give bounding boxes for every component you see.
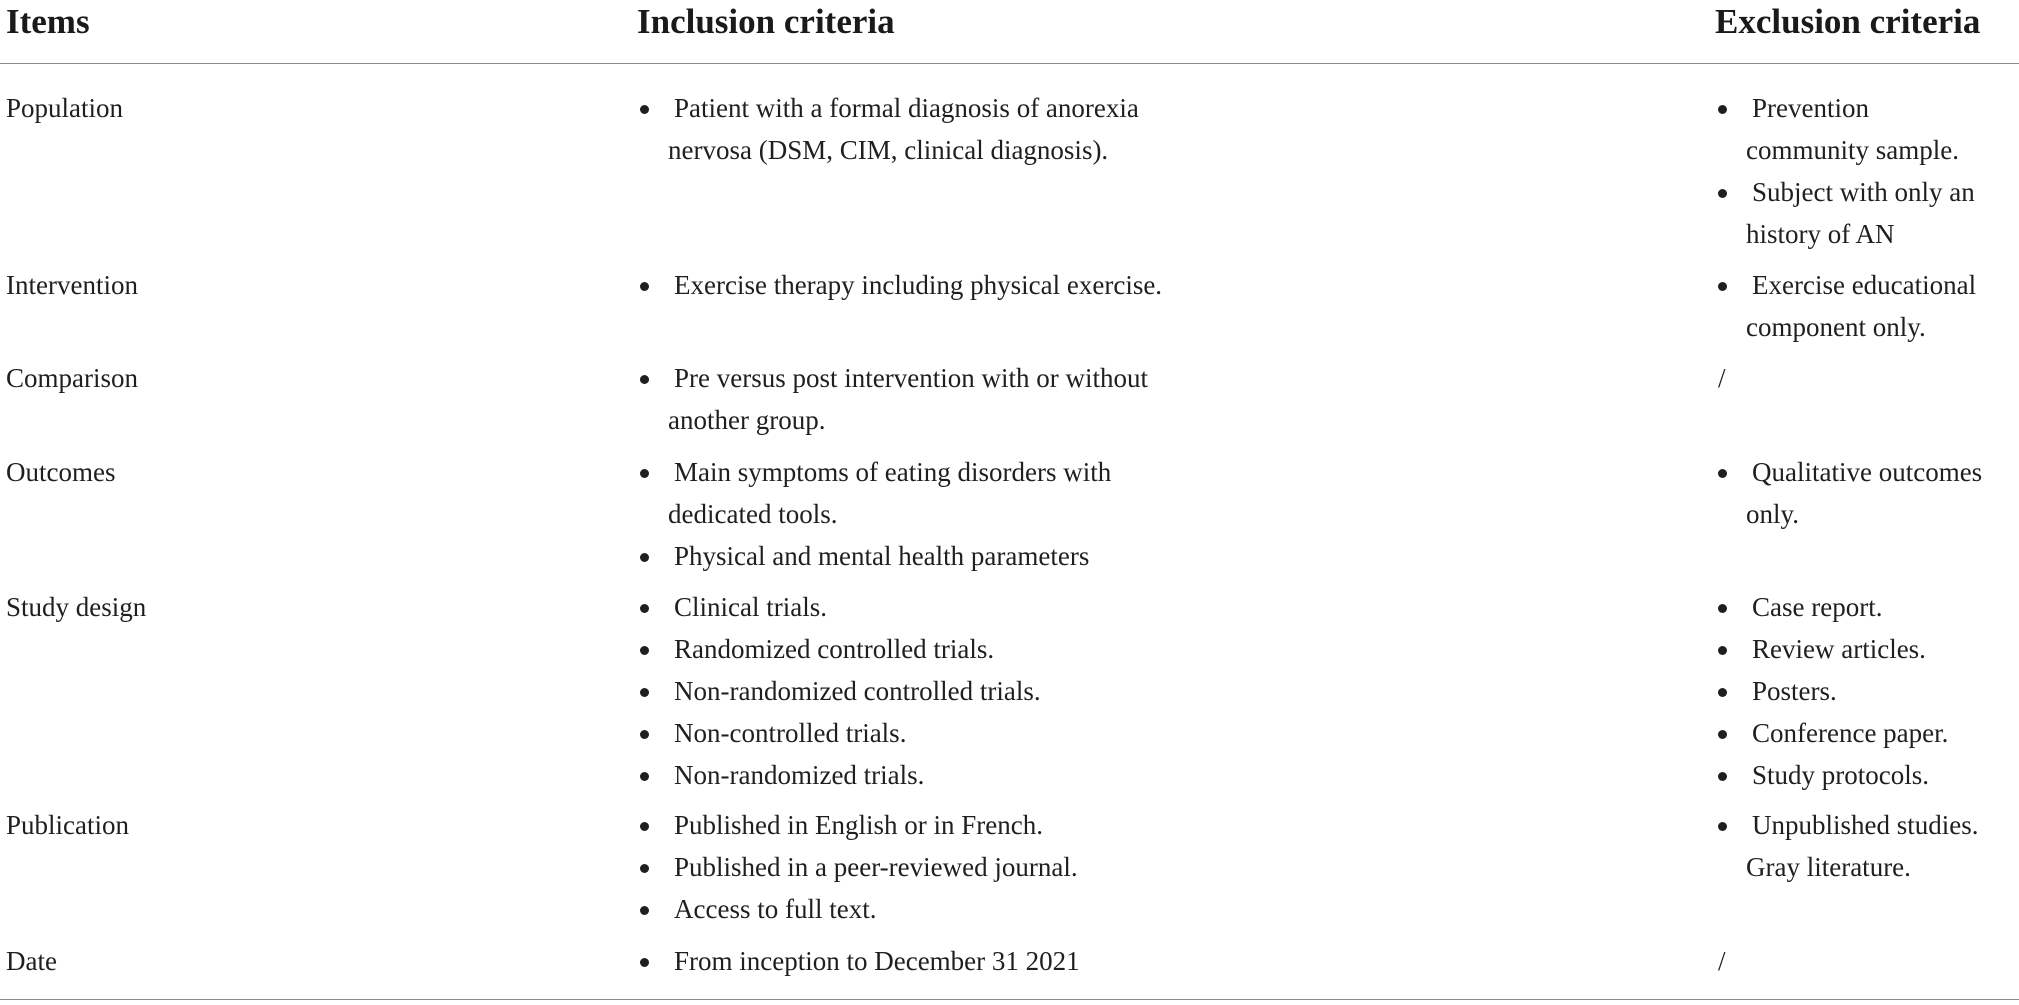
- exclusion-cell: [1715, 451, 2015, 535]
- list-item: [1715, 171, 2015, 255]
- row-label: Intervention: [6, 270, 138, 300]
- bullet-text: Exercise educational: [1752, 270, 1977, 300]
- row-label: Publication: [6, 810, 129, 840]
- list-item: [637, 888, 1237, 930]
- bullet-text-continuation: community sample.: [1746, 135, 1959, 165]
- bullet-text: Main symptoms of eating disorders with: [674, 457, 1112, 487]
- bullet-text: Study protocols.: [1752, 760, 1930, 790]
- header-exclusion-criteria: Exclusion criteria: [1715, 2, 1981, 41]
- bullet-text-continuation: component only.: [1746, 312, 1926, 342]
- inclusion-cell: [637, 264, 1237, 306]
- list-item: [637, 712, 1237, 754]
- list-item: [637, 451, 1237, 535]
- table-bottom-rule: [0, 999, 2019, 1000]
- bullet-text: Randomized controlled trials.: [674, 634, 995, 664]
- list-item: [637, 628, 1237, 670]
- inclusion-cell: [637, 357, 1237, 441]
- list-item: [637, 754, 1237, 796]
- bullet-text: Conference paper.: [1752, 718, 1949, 748]
- bullet-text: Non-randomized trials.: [674, 760, 925, 790]
- row-label: Comparison: [6, 363, 138, 393]
- exclusion-cell: [1715, 586, 2015, 796]
- list-item: [1715, 87, 2015, 171]
- bullet-text: Exercise therapy including physical exercise.: [674, 270, 1163, 300]
- bullet-text: Subject with only an: [1752, 177, 1975, 207]
- table-header: [0, 0, 2019, 64]
- inclusion-cell: [637, 804, 1237, 930]
- bullet-text: Clinical trials.: [674, 592, 827, 622]
- row-label: Population: [6, 93, 124, 123]
- bullet-text: Published in English or in French.: [674, 810, 1043, 840]
- bullet-text: Access to full text.: [674, 894, 877, 924]
- row-label: Study design: [6, 592, 147, 622]
- list-item: [637, 804, 1237, 846]
- bullet-text: Published in a peer-reviewed journal.: [674, 852, 1078, 882]
- exclusion-cell: [1715, 357, 2015, 399]
- bullet-text-continuation: only.: [1746, 499, 1799, 529]
- list-item: [1715, 804, 2015, 888]
- bullet-text-continuation: dedicated tools.: [668, 499, 838, 529]
- list-item: [1715, 712, 2015, 754]
- bullet-text: Qualitative outcomes: [1752, 457, 1983, 487]
- exclusion-empty-marker: /: [1718, 363, 1726, 393]
- bullet-text: Review articles.: [1752, 634, 1926, 664]
- exclusion-empty-marker: /: [1718, 946, 1726, 976]
- header-inclusion-criteria: Inclusion criteria: [637, 2, 895, 41]
- bullet-text: Non-randomized controlled trials.: [674, 676, 1041, 706]
- inclusion-cell: [637, 87, 1237, 171]
- list-item: [637, 535, 1237, 577]
- bullet-text: Case report.: [1752, 592, 1883, 622]
- bullet-text: From inception to December 31 2021: [674, 946, 1080, 976]
- list-item: [637, 586, 1237, 628]
- inclusion-cell: [637, 451, 1237, 577]
- bullet-text: Patient with a formal diagnosis of anorexia: [674, 93, 1139, 123]
- row-label: Date: [6, 946, 57, 976]
- row-label: Outcomes: [6, 457, 116, 487]
- bullet-text: Posters.: [1752, 676, 1837, 706]
- list-item: [637, 670, 1237, 712]
- header-items: Items: [6, 2, 90, 41]
- bullet-text: Pre versus post intervention with or without: [674, 363, 1148, 393]
- list-item: [1715, 264, 2015, 348]
- list-item: [637, 87, 1237, 171]
- inclusion-cell: [637, 940, 1237, 982]
- list-item: [637, 846, 1237, 888]
- list-item: [1715, 670, 2015, 712]
- bullet-text-continuation: Gray literature.: [1746, 852, 1911, 882]
- bullet-text-continuation: nervosa (DSM, CIM, clinical diagnosis).: [668, 135, 1109, 165]
- bullet-text: Non-controlled trials.: [674, 718, 907, 748]
- bullet-text: Prevention: [1752, 93, 1869, 123]
- inclusion-cell: [637, 586, 1237, 796]
- list-item: [1715, 754, 2015, 796]
- exclusion-cell: [1715, 804, 2015, 888]
- list-item: [1715, 628, 2015, 670]
- bullet-text-continuation: history of AN: [1746, 219, 1895, 249]
- exclusion-cell: [1715, 940, 2015, 982]
- list-item: [1715, 451, 2015, 535]
- list-item: [637, 264, 1237, 306]
- bullet-text-continuation: another group.: [668, 405, 826, 435]
- list-item: [637, 357, 1237, 441]
- list-item: [1715, 586, 2015, 628]
- list-item: [637, 940, 1237, 982]
- exclusion-cell: [1715, 264, 2015, 348]
- bullet-text: Unpublished studies.: [1752, 810, 1979, 840]
- exclusion-cell: [1715, 87, 2015, 255]
- bullet-text: Physical and mental health parameters: [674, 541, 1090, 571]
